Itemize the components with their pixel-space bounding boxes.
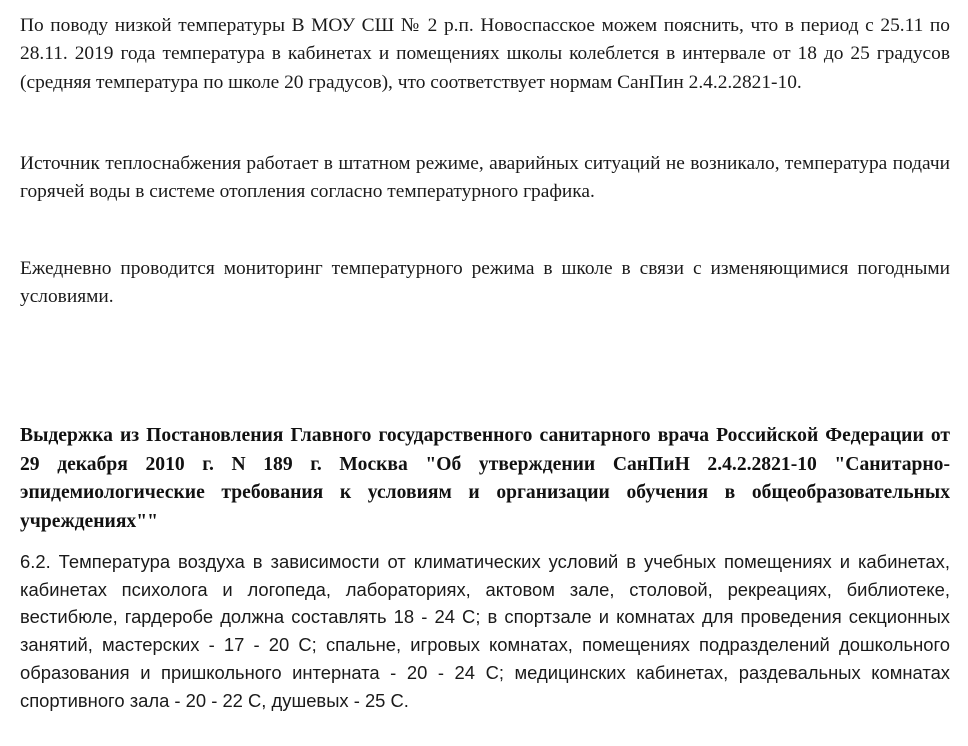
paragraph-heat-supply: Источник теплоснабжения работает в штатном режиме, аварийных ситуаций не возникало, температура подачи горячей воды в системе отопления согласно температурного графика. xyxy=(20,153,950,203)
paragraph-monitoring: Ежедневно проводится мониторинг температурного режима в школе в связи с изменяющимися погодными условиями. xyxy=(20,258,950,308)
excerpt-clause-6-2: 6.2. Температура воздуха в зависимости от климатических условий в учебных помещениях и кабинетах, кабинетах психолога и логопеда, лабораториях, актовом зале, столовой, рекреациях, библиотеке, вестибюле, гардеробе должна составлять 18 - 24 С; в спортзале и комнатах для проведения секционных занятий, мастерских - 17 - 20 С; спальне, игровых комнатах, помещениях подразделений дошкольного образования и пришкольного интерната - 20 - 24 С; медицинских кабинетах, раздевальных комнатах спортивного зала - 20 - 22 С, душевых - 25 С. xyxy=(20,551,950,711)
excerpt-heading: Выдержка из Постановления Главного государственного санитарного врача Российской Федерации от 29 декабря 2010 г. N 189 г. Москва "Об утверждении СанПиН 2.4.2.2821-10 "Санитарно-эпидемиологические требования к условиям и организации обучения в общеобразовательных учреждениях"" xyxy=(20,425,950,532)
paragraph-temperature-explanation: По поводу низкой температуры В МОУ СШ № 2 р.п. Новоспасское можем пояснить, что в период с 25.11 по 28.11. 2019 года температура в кабинетах и помещениях школы колеблется в интервале от 18 до 25 градусов (средняя температура по школе 20 градусов), что соответствует нормам СанПин 2.4.2.2821-10. xyxy=(20,15,950,93)
